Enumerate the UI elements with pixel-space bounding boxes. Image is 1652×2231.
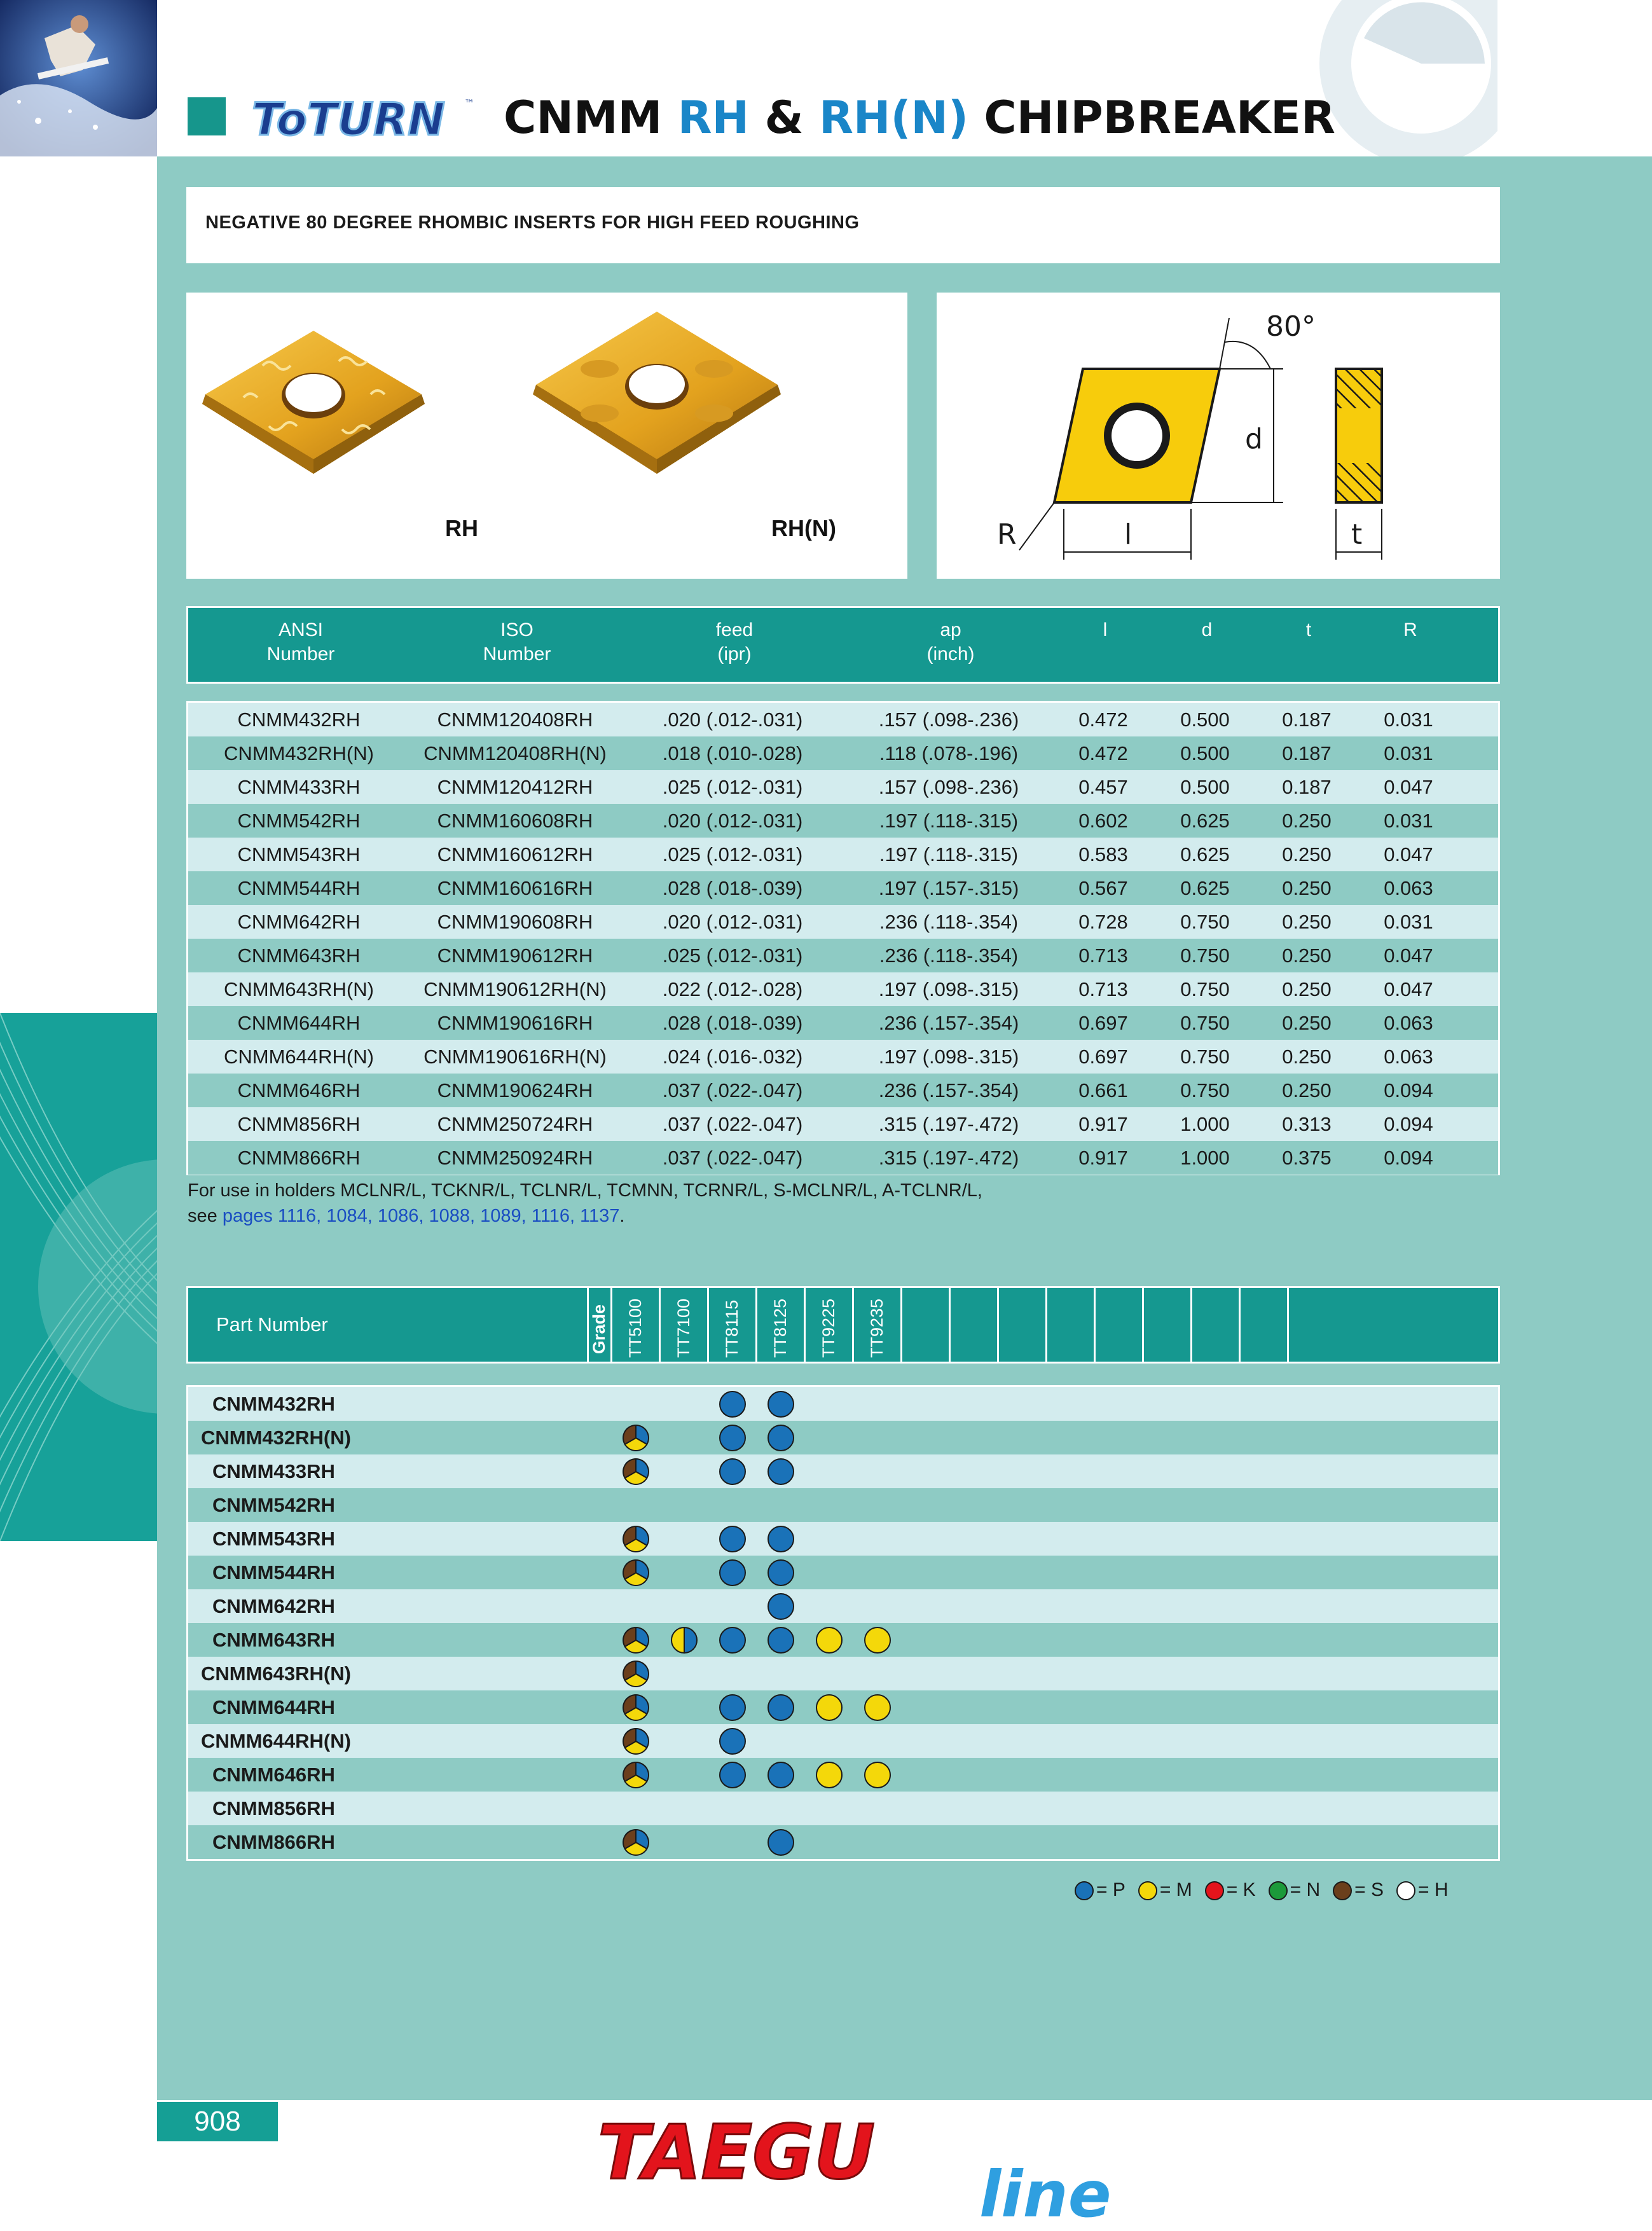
grade-availability-dot-tt5100 [622,1694,650,1725]
spec-cell: 0.063 [1384,1012,1433,1034]
legend-label: = N [1290,1879,1321,1900]
spec-cell: CNMM542RH [237,810,361,832]
grade-column-tt8125: TT8125 [771,1298,790,1358]
dimension-diagram [937,293,1500,579]
legend-label: = S [1354,1879,1384,1900]
legend-label: = M [1159,1879,1192,1900]
spec-cell: CNMM190624RH [437,1079,593,1102]
spec-cell: 0.500 [1180,708,1230,731]
spec-cell: 0.750 [1180,1079,1230,1102]
grade-column-tt5100: TT5100 [626,1298,645,1358]
spec-table-header [186,606,1500,684]
grade-column-separator [587,1288,589,1362]
spec-table-row [188,770,1498,804]
grade-label: Grade [589,1304,609,1354]
part-number-header: Part Number [216,1313,328,1336]
spec-cell: 0.250 [1282,1079,1332,1102]
grade-availability-dot-tt8125 [767,1525,795,1556]
grade-column-tt9225: TT9225 [819,1298,838,1358]
left-decorative-band [0,1013,157,1541]
dimension-drawing [937,293,1500,579]
grade-row-part-number: CNMM643RH [212,1629,335,1651]
spec-cell: 0.625 [1180,877,1230,899]
spec-cell: 0.031 [1384,708,1433,731]
spec-cell: 0.313 [1282,1113,1332,1135]
grade-column-tt9235: TT9235 [867,1298,886,1358]
grade-availability-dot-tt8115 [719,1458,747,1489]
grade-table-row [188,1623,1498,1657]
spec-cell: .236 (.157-.354) [878,1012,1019,1034]
spec-cell: CNMM120408RH [437,708,593,731]
insert-photos [186,293,907,579]
corner-snowboard-photo [0,0,157,156]
page-number: 908 [157,2102,278,2141]
spec-cell: 0.697 [1078,1046,1128,1068]
spec-table-row [188,1141,1498,1175]
spec-cell: CNMM646RH [237,1079,361,1102]
spec-cell: 0.031 [1384,810,1433,832]
rh-insert-label: RH [445,515,478,541]
grade-availability-dot-tt8115 [719,1559,747,1590]
spec-cell: CNMM543RH [237,843,361,866]
spec-header-1: ISO Number [483,619,551,665]
spec-cell: 0.187 [1282,776,1332,798]
spec-cell: .236 (.157-.354) [878,1079,1019,1102]
grade-availability-dot-tt5100 [622,1828,650,1860]
spec-table-row [188,972,1498,1006]
grade-column-separator [610,1288,612,1362]
grade-availability-dot-tt8115 [719,1525,747,1556]
grade-availability-dot-tt5100 [622,1525,650,1556]
spec-cell: CNMM190612RH(N) [423,978,607,1000]
grade-column-separator [1142,1288,1144,1362]
spec-table-body [186,701,1500,1175]
spec-cell: 0.917 [1078,1113,1128,1135]
spec-table-row [188,905,1498,939]
spec-cell: .025 (.012-.031) [662,776,803,798]
svg-text:line: line [979,2157,1112,2226]
grade-row-part-number: CNMM866RH [212,1831,335,1853]
grade-table-header [186,1286,1500,1364]
legend-color-dot [1396,1881,1415,1900]
spec-cell: .020 (.012-.031) [662,810,803,832]
rhn-insert-label: RH(N) [771,515,836,541]
spec-cell: 0.375 [1282,1147,1332,1169]
spec-cell: 0.187 [1282,742,1332,764]
spec-cell: .025 (.012-.031) [662,843,803,866]
taegu-line-logo [598,2099,1170,2226]
grade-column-separator [1094,1288,1096,1362]
spec-cell: .157 (.098-.236) [878,776,1019,798]
grade-table-body [186,1385,1500,1861]
grade-row-part-number: CNMM432RH [212,1393,335,1415]
grade-availability-dot-tt8125 [767,1694,795,1725]
grade-availability-dot-tt5100 [622,1727,650,1758]
spec-cell: .025 (.012-.031) [662,944,803,967]
spec-cell: CNMM120412RH [437,776,593,798]
spec-table-row [188,939,1498,972]
spec-cell: 0.250 [1282,877,1332,899]
spec-cell: .024 (.016-.032) [662,1046,803,1068]
grade-column-separator [900,1288,902,1362]
legend-label: = H [1418,1879,1449,1900]
grade-availability-dot-tt8115 [719,1424,747,1455]
subtitle-box [186,187,1500,263]
grade-table-row [188,1421,1498,1454]
legend-item [1396,1879,1449,1900]
spec-cell: 0.602 [1078,810,1128,832]
svg-text:R: R [997,518,1017,551]
legend-color-dot [1138,1881,1157,1900]
rhn-insert-image [533,312,781,474]
spec-cell: 0.063 [1384,1046,1433,1068]
spec-cell: .157 (.098-.236) [878,708,1019,731]
spec-header-2: feed (ipr) [715,619,754,665]
spec-cell: CNMM250924RH [437,1147,593,1169]
grade-availability-dot-tt5100 [622,1424,650,1455]
grade-availability-dot-tt5100 [622,1559,650,1590]
rh-insert-image [202,331,425,474]
spec-cell: .037 (.022-.047) [662,1079,803,1102]
svg-text:TAEGU: TAEGU [598,2108,875,2196]
grade-availability-dot-tt8125 [767,1424,795,1455]
spec-cell: CNMM856RH [237,1113,361,1135]
spec-cell: 0.047 [1384,843,1433,866]
subtitle: NEGATIVE 80 DEGREE RHOMBIC INSERTS FOR HIGH FEED ROUGHING [205,212,860,233]
spec-cell: 0.250 [1282,1046,1332,1068]
spec-cell: .020 (.012-.031) [662,911,803,933]
spec-header-3: ap (inch) [926,619,975,665]
grade-availability-dot-tt8125 [767,1458,795,1489]
grade-table-row [188,1758,1498,1792]
grade-row-part-number: CNMM544RH [212,1561,335,1584]
grade-availability-dot-tt5100 [622,1761,650,1792]
grade-availability-dot-tt8115 [719,1390,747,1421]
grade-column-separator [1287,1288,1289,1362]
grade-availability-dot-tt5100 [622,1626,650,1657]
grade-row-part-number: CNMM644RH [212,1696,335,1718]
spec-cell: 0.047 [1384,944,1433,967]
grade-availability-dot-tt8125 [767,1761,795,1792]
spec-cell: 0.750 [1180,1012,1230,1034]
spec-table-row [188,1074,1498,1107]
spec-cell: CNMM160608RH [437,810,593,832]
grade-row-part-number: CNMM432RH(N) [201,1426,351,1449]
spec-cell: CNMM433RH [237,776,361,798]
spec-cell: 0.661 [1078,1079,1128,1102]
grade-availability-dot-tt8125 [767,1390,795,1421]
spec-cell: .236 (.118-.354) [879,944,1019,967]
svg-text:d: d [1245,423,1263,455]
grade-column-separator [707,1288,709,1362]
spec-cell: .197 (.157-.315) [878,877,1019,899]
spec-cell: 0.567 [1078,877,1128,899]
page-links[interactable]: pages 1116, 1084, 1086, 1088, 1089, 1116, 1137 [222,1206,620,1226]
grade-column-separator [852,1288,854,1362]
legend-color-dot [1333,1881,1352,1900]
legend-label: = K [1226,1879,1256,1900]
grade-availability-dot-tt8115 [719,1626,747,1657]
legend-item [1333,1879,1384,1900]
grade-availability-dot-tt8125 [767,1828,795,1860]
spec-cell: 0.750 [1180,978,1230,1000]
spec-cell: CNMM642RH [237,911,361,933]
holder-note-line1: For use in holders MCLNR/L, TCKNR/L, TCLNR/L, TCMNN, TCRNR/L, S-MCLNR/L, A-TCLNR/L, [188,1180,982,1201]
spec-cell: 0.472 [1078,708,1128,731]
grade-availability-dot-tt8125 [767,1559,795,1590]
grade-availability-dot-tt9235 [864,1694,891,1725]
toturn-logo [249,89,478,146]
spec-cell: .018 (.010-.028) [662,742,803,764]
grade-row-part-number: CNMM646RH [212,1764,335,1786]
grade-row-part-number: CNMM642RH [212,1595,335,1617]
grade-column-separator [1239,1288,1241,1362]
svg-text:™: ™ [464,97,474,109]
spec-cell: CNMM160616RH [437,877,593,899]
grade-table-row [188,1690,1498,1724]
spec-cell: .037 (.022-.047) [662,1113,803,1135]
spec-cell: .028 (.018-.039) [662,877,803,899]
spec-cell: .197 (.098-.315) [878,1046,1019,1068]
spec-cell: CNMM190616RH(N) [423,1046,607,1068]
spec-cell: .118 (.078-.196) [879,742,1019,764]
grade-column-separator [659,1288,661,1362]
spec-table-row [188,736,1498,770]
spec-cell: 0.750 [1180,911,1230,933]
legend-item [1075,1879,1125,1900]
spec-cell: 0.031 [1384,742,1433,764]
grade-table-row [188,1589,1498,1623]
spec-cell: 0.250 [1282,944,1332,967]
grade-column-separator [997,1288,999,1362]
spec-cell: .315 (.197-.472) [878,1147,1019,1169]
legend-item [1269,1879,1321,1900]
svg-text:l: l [1124,518,1132,551]
spec-cell: CNMM190608RH [437,911,593,933]
spec-cell: CNMM644RH(N) [224,1046,374,1068]
grade-availability-dot-tt8115 [719,1727,747,1758]
spec-header-5: d [1201,619,1213,640]
grade-availability-dot-tt7100 [670,1626,698,1657]
spec-cell: .197 (.098-.315) [878,978,1019,1000]
spec-cell: 0.047 [1384,978,1433,1000]
grade-row-part-number: CNMM542RH [212,1494,335,1516]
spec-cell: 0.697 [1078,1012,1128,1034]
svg-text:80°: 80° [1266,310,1316,343]
grade-table-row [188,1556,1498,1589]
grade-table-row [188,1522,1498,1556]
svg-text:ToTURN: ToTURN [252,93,445,146]
spec-cell: CNMM190612RH [437,944,593,967]
spec-cell: 0.094 [1384,1147,1433,1169]
legend-item [1138,1879,1192,1900]
spec-cell: .037 (.022-.047) [662,1147,803,1169]
spec-cell: CNMM866RH [237,1147,361,1169]
spec-table-row [188,1040,1498,1074]
grade-availability-dot-tt8115 [719,1694,747,1725]
grade-column-tt8115: TT8115 [722,1299,741,1358]
spec-cell: 0.250 [1282,911,1332,933]
spec-cell: CNMM160612RH [437,843,593,866]
grade-availability-dot-tt8115 [719,1761,747,1792]
spec-table-row [188,838,1498,871]
spec-table-row [188,804,1498,838]
grade-availability-dot-tt5100 [622,1660,650,1691]
spec-cell: .236 (.118-.354) [879,911,1019,933]
grade-table-row [188,1792,1498,1825]
spec-cell: .022 (.012-.028) [662,978,803,1000]
svg-text:t: t [1351,518,1363,551]
page-title: CNMM RH & RH(N) CHIPBREAKER [504,92,1335,144]
spec-cell: 1.000 [1180,1147,1230,1169]
spec-cell: 0.047 [1384,776,1433,798]
grade-availability-dot-tt9225 [815,1761,843,1792]
spec-cell: 0.625 [1180,810,1230,832]
legend-label: = P [1096,1879,1125,1900]
spec-cell: 0.250 [1282,810,1332,832]
spec-cell: 0.713 [1078,944,1128,967]
spec-cell: 0.472 [1078,742,1128,764]
spec-table-row [188,1107,1498,1141]
spec-cell: 0.500 [1180,776,1230,798]
grade-availability-dot-tt9225 [815,1626,843,1657]
spec-header-6: t [1305,619,1312,640]
spec-cell: 1.000 [1180,1113,1230,1135]
grade-availability-dot-tt9235 [864,1761,891,1792]
spec-cell: 0.750 [1180,944,1230,967]
grade-row-part-number: CNMM856RH [212,1797,335,1820]
grade-availability-dot-tt8125 [767,1626,795,1657]
spec-cell: .197 (.118-.315) [879,843,1019,866]
spec-cell: 0.713 [1078,978,1128,1000]
spec-cell: 0.250 [1282,978,1332,1000]
spec-header-4: l [1103,619,1108,640]
spec-header-0: ANSI Number [266,619,335,665]
legend-color-dot [1205,1881,1224,1900]
spec-cell: CNMM644RH [237,1012,361,1034]
legend-color-dot [1269,1881,1288,1900]
grade-column-separator [1045,1288,1047,1362]
spec-cell: 0.500 [1180,742,1230,764]
spec-cell: 0.094 [1384,1113,1433,1135]
spec-cell: CNMM643RH(N) [224,978,374,1000]
spec-cell: CNMM544RH [237,877,361,899]
grade-column-separator [804,1288,806,1362]
grade-column-separator [949,1288,951,1362]
spec-header-7: R [1403,619,1417,640]
grade-row-part-number: CNMM643RH(N) [201,1662,351,1685]
spec-cell: CNMM432RH [237,708,361,731]
spec-cell: 0.625 [1180,843,1230,866]
spec-cell: .020 (.012-.031) [662,708,803,731]
holder-note: For use in holders MCLNR/L, TCKNR/L, TCLNR/L, TCMNN, TCRNR/L, S-MCLNR/L, A-TCLNR/L, see pages 1116, 1084, 1086, 1088, 1089, 1116, 1137. [188,1178,982,1229]
spec-cell: .315 (.197-.472) [878,1113,1019,1135]
spec-cell: .197 (.118-.315) [879,810,1019,832]
spec-cell: 0.063 [1384,877,1433,899]
spec-cell: 0.031 [1384,911,1433,933]
grade-table-row [188,1387,1498,1421]
grade-availability-dot-tt5100 [622,1458,650,1489]
title-marker [188,97,226,135]
grade-table-row [188,1825,1498,1859]
spec-cell: CNMM120408RH(N) [423,742,607,764]
grade-column-separator [755,1288,757,1362]
grade-row-part-number: CNMM543RH [212,1528,335,1550]
spec-cell: 0.187 [1282,708,1332,731]
spec-cell: 0.094 [1384,1079,1433,1102]
spec-cell: 0.250 [1282,843,1332,866]
spec-table-row [188,871,1498,905]
spec-cell: .028 (.018-.039) [662,1012,803,1034]
grade-table-row [188,1488,1498,1522]
spec-cell: 0.457 [1078,776,1128,798]
grade-row-part-number: CNMM644RH(N) [201,1730,351,1752]
spec-cell: 0.750 [1180,1046,1230,1068]
grade-column-separator [1190,1288,1192,1362]
grade-table-row [188,1454,1498,1488]
spec-cell: 0.250 [1282,1012,1332,1034]
grade-column-tt7100: TT7100 [674,1298,693,1358]
spec-table-row [188,1006,1498,1040]
spec-cell: CNMM190616RH [437,1012,593,1034]
grade-row-part-number: CNMM433RH [212,1460,335,1482]
spec-cell: CNMM432RH(N) [224,742,374,764]
grade-table-row [188,1657,1498,1690]
spec-table-row [188,703,1498,736]
grade-legend [1075,1877,1501,1903]
legend-color-dot [1075,1881,1094,1900]
spec-cell: CNMM250724RH [437,1113,593,1135]
grade-availability-dot-tt8125 [767,1592,795,1624]
spec-cell: 0.917 [1078,1147,1128,1169]
spec-cell: 0.728 [1078,911,1128,933]
legend-item [1205,1879,1256,1900]
grade-table-row [188,1724,1498,1758]
grade-availability-dot-tt9235 [864,1626,891,1657]
spec-cell: 0.583 [1078,843,1128,866]
grade-availability-dot-tt9225 [815,1694,843,1725]
spec-cell: CNMM643RH [237,944,361,967]
